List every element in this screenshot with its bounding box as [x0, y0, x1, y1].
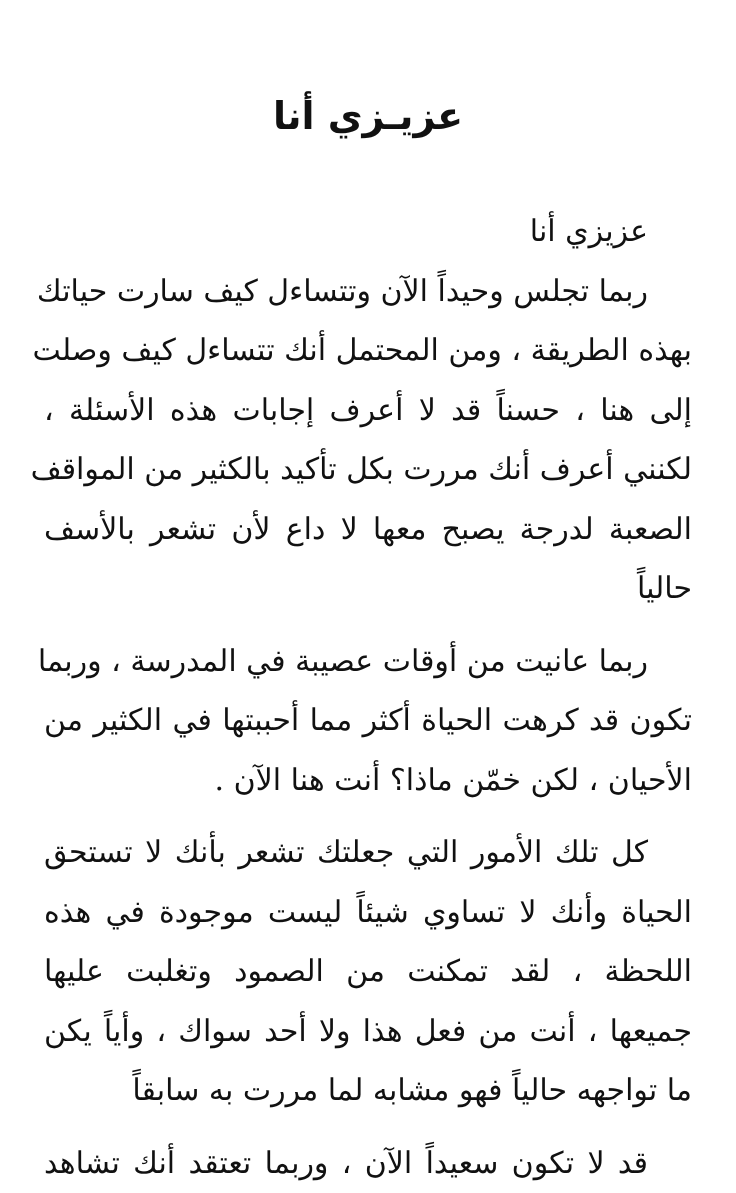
text-line: جميعها ، أنت من فعل هذا ولا أحد سواك ، وأياً يكن: [44, 1002, 692, 1062]
paragraph-3: [44, 823, 692, 1121]
text-line: قد لا تكون سعيداً الآن ، وربما تعتقد أنك تشاهد: [44, 1134, 692, 1193]
paragraph-1: [44, 262, 692, 619]
letter-greeting: عزيزي أنا: [44, 202, 692, 262]
text-line: تكون قد كرهت الحياة أكثر مما أحببتها في الكثير من: [44, 691, 692, 751]
text-line: الصعبة لدرجة يصبح معها لا داع لأن تشعر بالأسف: [44, 500, 692, 560]
text-line: إلى هنا ، حسناً قد لا أعرف إجابات هذه الأسئلة ،: [44, 381, 692, 441]
text-line: الأحيان ، لكن خمّن ماذا؟ أنت هنا الآن .: [44, 751, 692, 811]
text-line: اللحظة ، لقد تمكنت من الصمود وتغلبت عليها: [44, 942, 692, 1002]
text-line: لكنني أعرف أنك مررت بكل تأكيد بالكثير من المواقف: [44, 440, 692, 500]
text-line: ربما تجلس وحيداً الآن وتتساءل كيف سارت حياتك: [44, 262, 692, 322]
paragraph-2: [44, 632, 692, 811]
text-line: الحياة وأنك لا تساوي شيئاً ليست موجودة في هذه: [44, 883, 692, 943]
letter-body: [44, 202, 692, 1193]
text-line: ما تواجهه حالياً فهو مشابه لما مررت به سابقاً: [44, 1061, 692, 1121]
text-line: ربما عانيت من أوقات عصيبة في المدرسة ، وربما: [44, 632, 692, 692]
page-title: عزيـزي أنا: [44, 92, 692, 140]
paragraph-4: [44, 1134, 692, 1193]
text-line: بهذه الطريقة ، ومن المحتمل أنك تتساءل كيف وصلت: [44, 321, 692, 381]
text-line: كل تلك الأمور التي جعلتك تشعر بأنك لا تستحق: [44, 823, 692, 883]
text-line: حالياً: [44, 559, 692, 619]
